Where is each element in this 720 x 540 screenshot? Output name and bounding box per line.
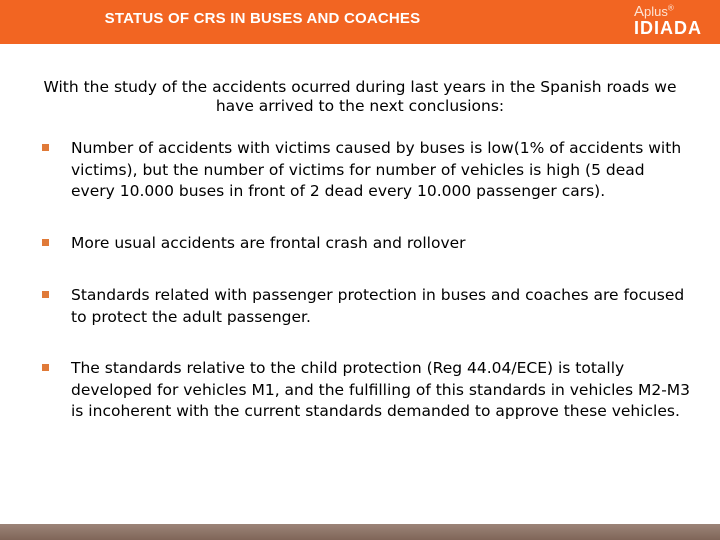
bullet-text: Standards related with passenger protection in buses and coaches are focused to protect the adult passenger.	[71, 286, 685, 326]
bullet-list	[42, 138, 692, 423]
bullet-item	[42, 358, 692, 423]
logo-idiada-text: IDIADA	[634, 18, 702, 38]
footer-bar	[0, 524, 720, 540]
bullet-text: Number of accidents with victims caused by buses is low(1% of accidents with victims), but the number of victims for number of vehicles is high (5 dead every 10.000 buses in front of 2 dead every 10.000 passenger cars).	[71, 139, 682, 200]
slide-title: STATUS OF CRS IN BUSES AND COACHES	[104, 10, 421, 27]
bullet-text: The standards relative to the child protection (Reg 44.04/ECE) is totally developed for vehicles M1, and the fulfilling of this standards in vehicles M2-M3 is incoherent with the current standards demanded to approve these vehicles.	[71, 359, 691, 420]
bullet-item	[42, 233, 692, 255]
bullet-item	[42, 138, 692, 203]
bullet-item	[42, 285, 692, 328]
intro-text: With the study of the accidents ocurred during last years in the Spanish roads we have arrived to the next conclusions:	[43, 78, 677, 115]
bullet-text: More usual accidents are frontal crash and rollover	[71, 233, 466, 252]
logo-applus-text: Aplus®	[634, 3, 674, 20]
header-bar	[0, 0, 720, 44]
applus-idiada-logo	[628, 3, 710, 41]
square-bullet-icon	[42, 144, 49, 151]
square-bullet-icon	[42, 239, 49, 246]
square-bullet-icon	[42, 291, 49, 298]
square-bullet-icon	[42, 364, 49, 371]
